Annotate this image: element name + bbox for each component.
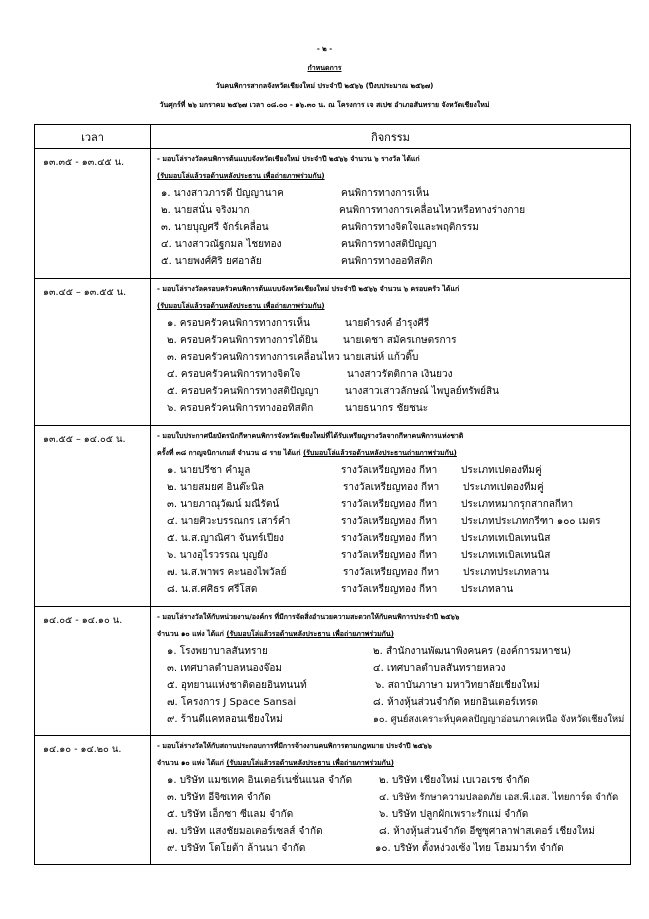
list-item [157,366,630,383]
schedule-row [35,607,631,736]
award-category: คนพิการทางการเคลื่อนไหวหรือทางร่างกาย [339,205,526,216]
activity-cell [151,607,631,736]
organization: ๖. สถาบันภาษา มหาวิทยาลัยเชียงใหม่ [375,680,540,691]
schedule-row [35,279,631,426]
award-category: คนพิการทางสติปัญญา [341,239,437,250]
company: ๘. ห้างหุ้นส่วนจำกัด อีซูซุศาลาฟาสเตอร์ เชียงใหม่ [379,826,595,837]
list-item [157,383,630,400]
family-head: นายดำรงค์ อำรุงศีรี [345,318,430,329]
list-item [157,660,630,677]
list-item [157,479,630,496]
company: ๕. บริษัท เอ็กซา ซีแลม จำกัด [167,809,294,820]
family-category: ๔. ครอบครัวคนพิการทางจิตใจ [167,369,301,380]
list-item [157,772,630,789]
medal: รางวัลเหรียญทอง กีหา [341,499,438,510]
organization: ๑๐. ศูนย์สงเคราะห์บุคคลปัญญาอ่อนภาคเหนือ จังหวัดเชียงใหม่ [373,714,625,725]
heading-text: จำนวน ๑๐ แห่ง ได้แก่ [157,630,227,638]
athlete-name: ๖. นางอุไรวรรณ บุญยัง [167,550,268,561]
list-item [157,581,630,598]
family-category: ๓. ครอบครัวคนพิการทางการเคลื่อนไหว [167,352,340,363]
athlete-name: ๕. น.ส.ญาณิศา จันทร์เปียง [167,533,284,544]
medal: รางวัลเหรียญทอง กีหา [341,465,438,476]
activity-heading: - มอบโล่รางวัลคนพิการต้นแบบจังหวัดเชียงใหม่ ประจำปี ๒๕๖๖ จำนวน ๖ รางวัล ได้แก่ [157,155,420,163]
list-item [157,349,630,366]
list-item [157,202,630,219]
time-cell: ๑๔.๐๕ - ๑๔.๑๐ น. [35,607,151,736]
award-category: คนพิการทางออทิสติก [341,256,433,267]
list-item [157,462,630,479]
list-item [157,789,630,806]
schedule-row [35,426,631,607]
list-item [157,677,630,694]
medal: รางวัลเหรียญทอง กีหา [341,550,438,561]
activity-note: (รับมอบโล่แล้วรอด้านหลังประธาน เพื่อถ่ายภาพร่วมกัน) [157,172,325,180]
sport-type: ประเภทเทเบิลเทนนิส [461,550,551,561]
list-item [157,694,630,711]
family-head: นางสาวเสาวลักษณ์ ไพบูลย์ทรัพย์สิน [345,386,499,397]
awardee-name: ๑. นางสาวภารดี ปัญญานาค [161,188,284,199]
organization: ๕. อุทยานแห่งชาติดอยอินทนนท์ [167,680,307,691]
heading-text: จำนวน ๑๐ แห่ง ได้แก่ [157,759,227,767]
company: ๙. บริษัท โตโยต้า ล้านนา จำกัด [167,843,306,854]
athlete-name: ๓. นายภาณุวัฒน์ มณีรัตน์ [167,499,280,510]
company: ๓. บริษัท อีจิซเทค จำกัด [167,792,271,803]
family-category: ๕. ครอบครัวคนพิการทางสติปัญญา [167,386,319,397]
activity-heading: - มอบโล่รางวัลให้กับสถานประกอบการที่มีการจ้างงานคนพิการตามกฎหมาย ประจำปี ๒๕๖๖ [157,742,432,750]
family-head: นายเดชา สมัครเกษตรการ [343,335,457,346]
activity-heading-cont [157,755,630,772]
medal: รางวัลเหรียญทอง กีหา [343,567,440,578]
medal: รางวัลเหรียญทอง กีหา [343,482,440,493]
family-category: ๑. ครอบครัวคนพิการทางการเห็น [167,318,310,329]
list-item [157,564,630,581]
time-cell: ๑๓.๔๕ – ๑๓.๕๕ น. [35,279,151,426]
event-date-venue: วันศุกร์ที่ ๒๖ มกราคม ๒๕๖๗ เวลา ๐๘.๐๐ - ๑๖.๓๐ น. ณ โครงการ เจ สเปซ อำเภอสันทราย จังหวัดเชียงใหม่ [159,101,490,109]
list-item [157,530,630,547]
sport-type: ประเภทประเภทลาน [463,567,549,578]
activity-cell [151,279,631,426]
activity-note: (รับมอบโล่แล้วรอด้านหลังประธาน เพื่อถ่ายภาพร่วมกัน) [157,302,325,310]
sport-type: ประเภทประเภทกรีฑา ๑๐๐ เมตร [461,516,601,527]
document-title: กำหนดการ [307,64,342,72]
awardee-name: ๓. นายบุญศรี จักร์เคลื่อน [161,222,269,233]
athlete-name: ๑. นายปรีชา คำมูล [167,465,251,476]
company: ๒. บริษัท เชียงใหม่ เบเวอเรช จำกัด [379,775,530,786]
athlete-name: ๘. น.ส.ศศิธร ศรีโสด [167,584,258,595]
athlete-name: ๔. นายศิวะบรรณกร เสาร์คำ [167,516,291,527]
company: ๑๐. บริษัท ตั้งหง่วงเซ้ง ไทย โฮมมาร์ท จำกัด [375,843,564,854]
schedule-row [35,736,631,865]
sport-type: ประเภทเปตองทีมคู่ [461,465,542,476]
medal: รางวัลเหรียญทอง กีหา [341,584,438,595]
activity-cell [151,736,631,865]
heading-text: ครั้งที่ ๓๘ กาญจนิกาเกมส์ จำนวน ๘ ราย ได้แก่ [157,449,303,457]
organization: ๑. โรงพยาบาลสันทราย [167,646,268,657]
awardee-name: ๔. นางสาวณัฐกมล ไชยทอง [161,239,282,250]
activity-heading: - มอบโล่รางวัลครอบครัวคนพิการต้นแบบจังหวัดเชียงใหม่ ประจำปี ๒๕๖๖ จำนวน ๖ ครอบครัว ได้แก่ [157,285,460,293]
company: ๑. บริษัท แมชเทค อินเตอร์เนชั่นแนล จำกัด [167,775,353,786]
event-name: วันคนพิการสากลจังหวัดเชียงใหม่ ประจำปี ๒๕๖๖ (ปีงบประมาณ ๒๕๖๗) [215,82,434,90]
activity-cell [151,149,631,279]
activity-note: (รับมอบโล่แล้วรอด้านหลังประธาน เพื่อถ่ายภาพร่วมกัน) [226,630,394,638]
schedule-row [35,149,631,279]
family-category: ๖. ครอบครัวคนพิการทางออทิสติก [167,403,314,414]
time-cell: ๑๓.๓๕ - ๑๓.๔๕ น. [35,149,151,279]
list-item [157,400,630,417]
organization: ๙. ร้านดีแคทลอนเชียงใหม่ [167,714,283,725]
family-head: นางสาวรัตติกาล เงินยวง [347,369,453,380]
company: ๖. บริษัท ปลูกผักเพราะรักแม่ จำกัด [379,809,529,820]
sport-type: ประเภทเปตองทีมคู่ [463,482,544,493]
activity-heading-cont [157,445,630,462]
athlete-name: ๒. นายสมยศ อินต๊ะนิล [167,482,265,493]
organization: ๓. เทศบาลตำบลหนองจ๊อม [167,663,282,674]
sport-type: ประเภทลาน [461,584,514,595]
award-category: คนพิการทางการเห็น [341,188,430,199]
page-number: - ๒ - [316,45,333,53]
awardee-name: ๕. นายพงศ์ศิริ ยศอาลัย [161,256,262,267]
family-category: ๒. ครอบครัวคนพิการทางการได้ยิน [167,335,318,346]
organization: ๔. เทศบาลตำบลสันทรายหลวง [373,663,506,674]
header-time: เวลา [35,125,151,149]
list-item [157,496,630,513]
list-item [157,332,630,349]
list-item [157,823,630,840]
award-category: คนพิการทางจิตใจและพฤติกรรม [341,222,479,233]
family-head: นายเสน่ห์ แก้วติ๊บ [343,352,419,363]
list-item [157,236,630,253]
list-item [157,806,630,823]
organization: ๘. ห้างหุ้นส่วนจำกัด หยกอินเตอร์เทรด [373,697,538,708]
time-cell: ๑๓.๕๕ – ๑๔.๐๕ น. [35,426,151,607]
athlete-name: ๗. น.ส.พาพร คะนองไพวัลย์ [167,567,287,578]
header-activity: กิจกรรม [151,125,631,149]
activity-cell [151,426,631,607]
company: ๗. บริษัท แสงชัยมอเตอร์เซลส์ จำกัด [167,826,323,837]
company: ๔. บริษัท รักษาความปลอดภัย เอส.พี.เอส. ไทยการ์ด จำกัด [379,792,619,803]
list-item [157,513,630,530]
activity-note: (รับมอบโล่แล้วรอด้านหลังประธานถ่ายภาพร่วมกัน) [302,449,457,457]
activity-note: (รับมอบโล่แล้วรอด้านหลังประธาน เพื่อถ่ายภาพร่วมกัน) [226,759,394,767]
medal: รางวัลเหรียญทอง กีหา [341,533,438,544]
family-head: นายธนากร ชัยชนะ [345,403,429,414]
organization: ๒. สำนักงานพัฒนาพิงคนคร (องค์การมหาชน) [373,646,572,657]
activity-heading-cont [157,626,630,643]
time-cell: ๑๔.๑๐ - ๑๔.๒๐ น. [35,736,151,865]
activity-heading: - มอบใบประกาศนียบัตรนักกีหาคนพิการจังหวัดเชียงใหม่ที่ได้รับเหรียญรางวัลจากกีหาคนพิการแห่งชาติ [157,432,464,440]
activity-heading: - มอบโล่รางวัลให้กับหน่วยงาน/องค์กร ที่มีการจัดสิ่งอำนวยความสะดวกให้กับคนพิการประจำปี ๒๕๖๖ [157,613,460,621]
table-header-row [35,125,631,149]
schedule-table [34,124,631,865]
sport-type: ประเภทหมากรุกสากลกีหา [461,499,574,510]
list-item [157,219,630,236]
list-item [157,547,630,564]
awardee-name: ๒. นายสนั่น จริงมาก [161,205,250,216]
sport-type: ประเภทเทเบิลเทนนิส [461,533,551,544]
list-item [157,315,630,332]
organization: ๗. โครงการ J Space Sansai [167,697,297,708]
list-item [157,840,630,857]
list-item [157,711,630,728]
list-item [157,253,630,270]
list-item [157,643,630,660]
medal: รางวัลเหรียญทอง กีหา [341,516,438,527]
list-item [157,185,630,202]
